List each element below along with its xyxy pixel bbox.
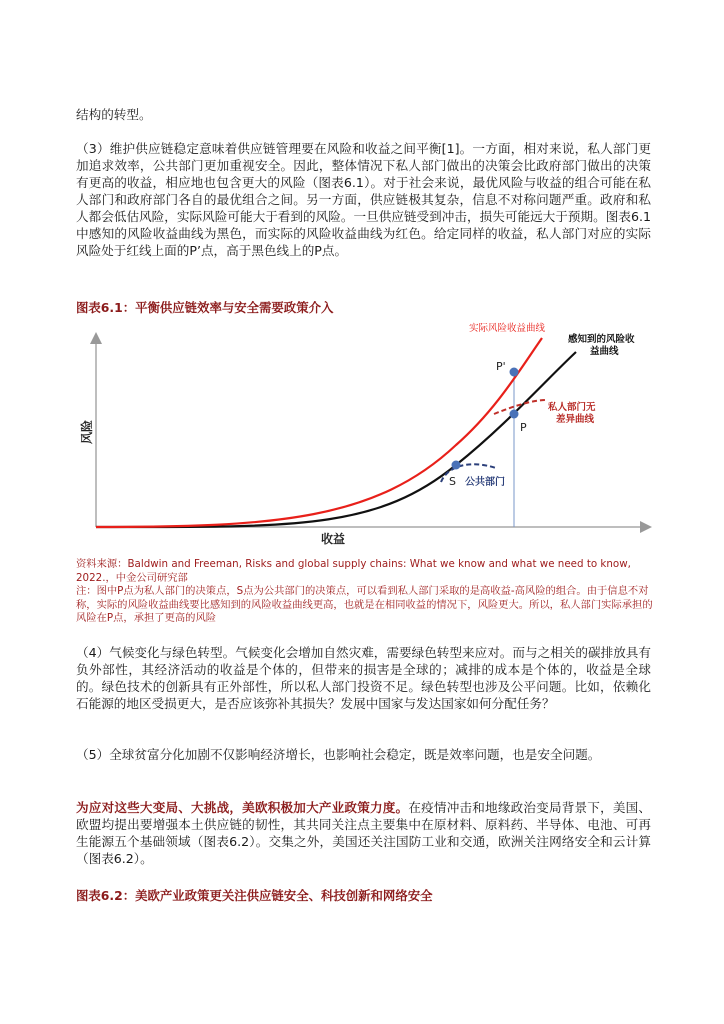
point-s	[452, 461, 461, 470]
paragraph-ending: 结构的转型。	[76, 107, 152, 122]
perceived-risk-curve	[96, 352, 576, 527]
paragraph-inequality: （5）全球贫富分化加剧不仅影响经济增长，也影响社会稳定，既是效率问题，也是安全问题。	[76, 747, 601, 762]
figure-6-1-caption: 图表6.1：平衡供应链效率与安全需要政策介入	[76, 300, 334, 315]
actual-curve-label: 实际风险收益曲线	[469, 323, 546, 334]
private-sector-label-2: 差异曲线	[556, 414, 595, 425]
actual-risk-curve	[96, 338, 542, 527]
label-s: S	[449, 475, 456, 488]
figure-6-1-note: 注：图中P点为私人部门的决策点，S点为公共部门的决策点，可以看到私人部门采取的是高收益-高风险的组合。由于信息不对称，实际的风险收益曲线要比感知到的风险收益曲线更高，也就是在相同收益的情况下，风险更大。所以，私人部门实际承担的风险在P点，承担了更高的风险	[76, 585, 653, 624]
figure-6-1-source: 资料来源：Baldwin and Freeman, Risks and global supply chains: What we know and what we need to know, 2022.，中金公司研究部	[76, 558, 631, 584]
public-sector-label: 公共部门	[465, 477, 505, 488]
paragraph-supply-chain-balance: （3）维护供应链稳定意味着供应链管理要在风险和收益之间平衡[1]。一方面，相对来说，私人部门更加追求效率，公共部门更加重视安全。因此，整体情况下私人部门做出的决策会比政府部门做出的决策有更高的收益，相应地也包含更大的风险（图表6.1）。对于社会来说，最优风险与收益的组合可能在私人部门和政府部门各自的最优组合之间。另一方面，供应链极其复杂，信息不对称问题严重。政府和私人都会低估风险，实际风险可能大于看到的风险。一旦供应链受到冲击，损失可能远大于预期。图表6.1中感知的风险收益曲线为黑色，而实际的风险收益曲线为红色。给定同样的收益，私人部门对应的实际风险处于红线上面的P’点，高于黑色线上的P点。	[76, 141, 651, 258]
paragraph-industrial-policy	[76, 799, 651, 867]
paragraph-lead-bold: 为应对这些大变局、大挑战，美欧积极加大产业政策力度。	[76, 800, 409, 815]
paragraph-rest: 在疫情冲击和地缘政治变局背景下，美国、欧盟均提出要增强本土供应链的韧性，其共同关注点主要集中在原材料、原料药、半导体、电池、可再生能源五个基础领域（图表6.2）。交集之外，美国还关注国防工业和交通，欧洲关注网络安全和云计算（图表6.2）。	[76, 800, 652, 866]
private-sector-label-1: 私人部门无	[548, 402, 596, 413]
perceived-curve-label-2: 益曲线	[590, 346, 619, 357]
y-axis-label: 风险	[80, 419, 94, 444]
paragraph-climate: （4）气候变化与绿色转型。气候变化会增加自然灾难，需要绿色转型来应对。而与之相关的碳排放具有负外部性，其经济活动的收益是个体的，但带来的损害是全球的；减排的成本是个体的，收益是全球的。绿色技术的创新具有正外部性，所以私人部门投资不足。绿色转型也涉及公平问题。比如，依赖化石能源的地区受损更大，是否应该弥补其损失？发展中国家与发达国家如何分配任务？	[76, 645, 651, 711]
label-p: P	[520, 421, 527, 434]
perceived-curve-label-1: 感知到的风险收	[568, 334, 635, 345]
point-p-prime	[510, 368, 519, 377]
point-p	[510, 410, 519, 419]
figure-6-2-caption: 图表6.2：美欧产业政策更关注供应链安全、科技创新和网络安全	[76, 888, 433, 903]
x-axis-label: 收益	[321, 532, 346, 546]
label-p-prime: P'	[496, 360, 506, 373]
risk-return-chart	[76, 320, 656, 550]
